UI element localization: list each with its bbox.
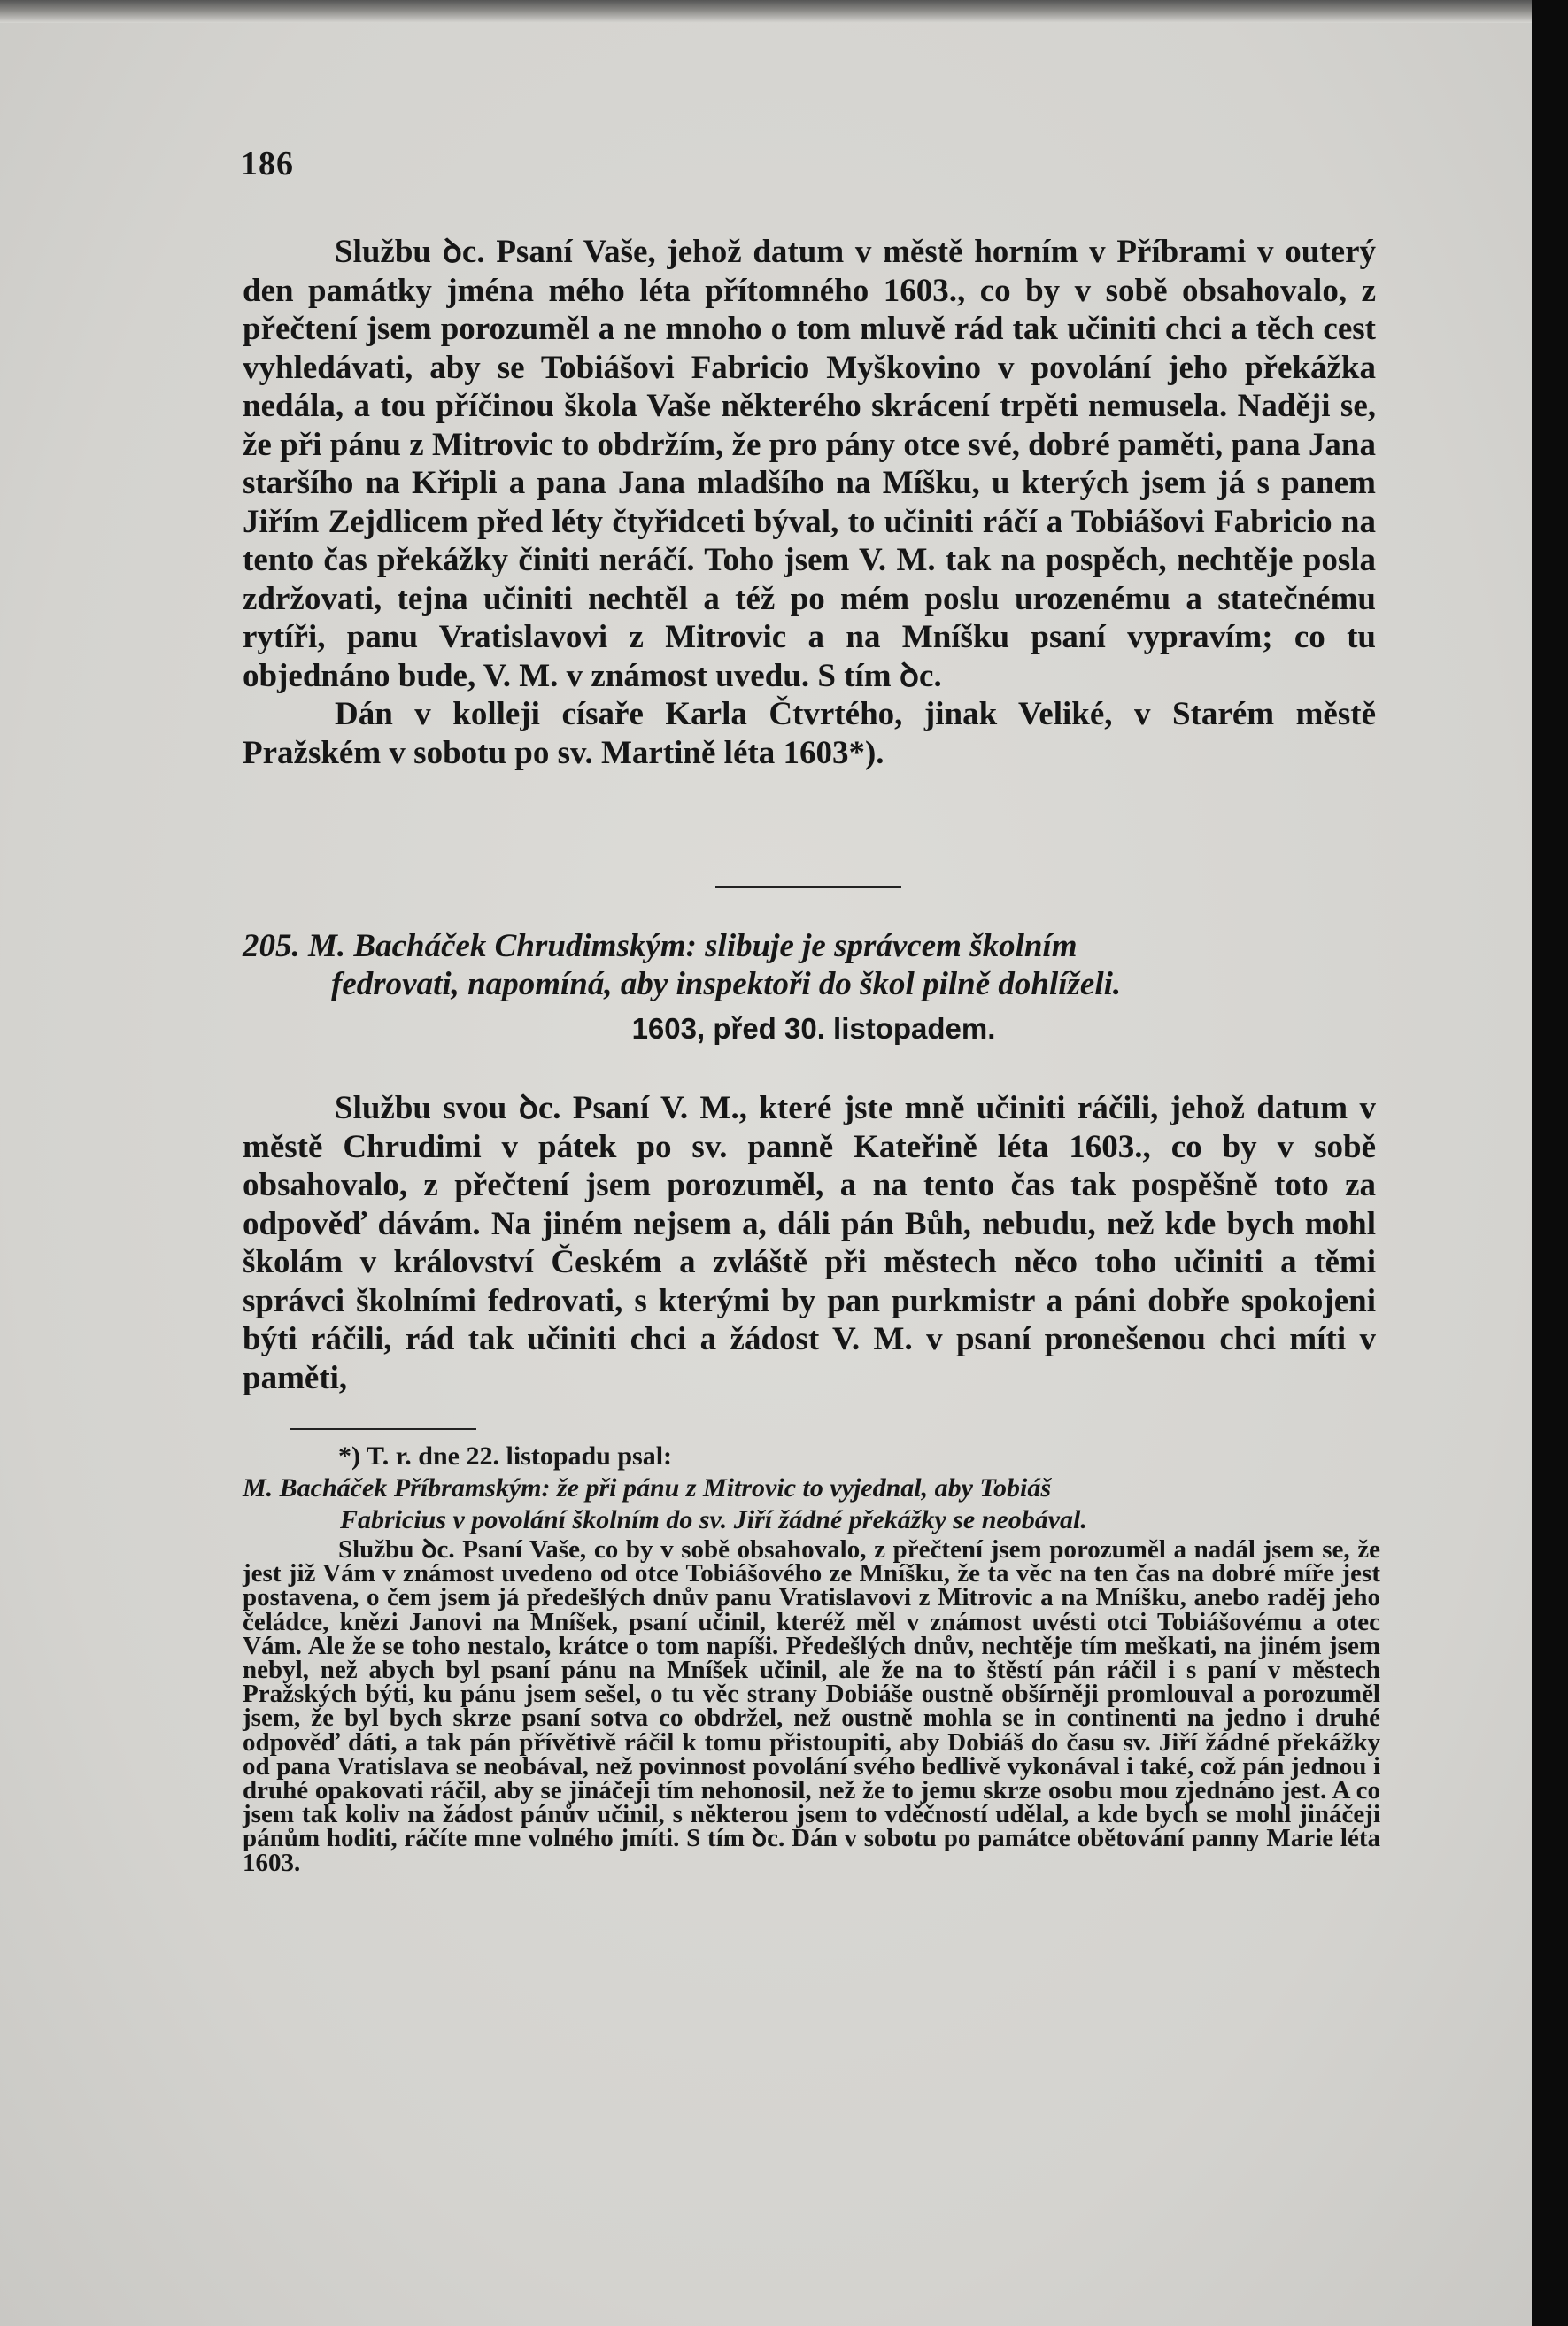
letter-1-text <box>243 233 1376 772</box>
letter-2-paragraph: Službu svou ꝺc. Psaní V. M., které jste mně učiniti ráčili, jehož datum v městě Chrudimi v pátek po sv. panně Kateřině léta 1603., co by v sobě obsahovalo, z přečtení jsem porozuměl, a na tento čas tak pospěšně toto za odpověď dávám. Na jiném nejsem a, dáli pán Bůh, nebudu, než kde bych mohl školám v království Českém a zvláště při městech něco toho učiniti a těmi správci školními fedrovati, s kterými by pan purkmistr a páni dobře spokojeni býti ráčili, rád tak učiniti chci a žádost V. M. v psaní pronešenou chci míti v paměti, <box>243 1090 1376 1396</box>
heading-summary-line1: slibuje je správcem školním <box>705 928 1078 964</box>
letter-1-closing: Dán v kolleji císaře Karla Čtvrtého, jinak Veliké, v Starém městě Pražském v sobotu po sv. Martině léta 1603*). <box>243 696 1376 771</box>
scan-top-edge <box>0 0 1532 23</box>
letter-1-paragraph: Službu ꝺc. Psaní Vaše, jehož datum v městě horním v Příbrami v outerý den památky jména mého léta přítomného 1603., co by v sobě obsahovalo, z přečtení jsem porozuměl a ne mnoho o tom mluvě rád tak učiniti chci a těch cest vyhledávati, aby se Tobiášovi Fabricio Myškovino v povolání jeho překážka nedála, a tou příčinou škola Vaše některého skrácení trpěti nemusela. Naději se, že při pánu z Mitrovic to obdržím, že pro pány otce své, dobré paměti, pana Jana staršího na Křipli a pana Jana mladšího na Míšku, u kterých jsem já s panem Jiřím Zejdlicem před léty čtyřidceti býval, to učiniti ráčí a Tobiášovi Fabricio na tento čas překážky činiti neráčí. Toho jsem V. M. tak na pospěch, nechtěje posla zdržovati, tejna učiniti nechtěl a též po mém poslu urozenému a statečnému rytíři, panu Vratislavovi z Mitrovic a na Mníšku psaní vypravím; co tu objednáno bude, V. M. v známost uvedu. S tím ꝺc. <box>243 234 1376 694</box>
letter-2-text <box>243 1089 1376 1397</box>
footnote-marker: *) T. r. dne 22. listopadu psal: <box>338 1441 673 1471</box>
footnote-heading <box>243 1472 1380 1536</box>
scan-right-edge <box>1532 0 1568 2326</box>
footnote-heading-line2: Fabricius v povolání školním do sv. Jiří žádné překážky se neobával. <box>340 1505 1087 1534</box>
footnote <box>243 1441 1380 1875</box>
section-divider <box>715 886 901 888</box>
letter-2-heading <box>243 927 1385 1003</box>
letter-2-date: 1603, před 30. listopadem. <box>631 1012 996 1045</box>
letter-number: 205. <box>243 928 300 964</box>
heading-author: M. Bacháček Chrudimským: <box>308 928 697 964</box>
page-number: 186 <box>241 145 294 182</box>
footnote-divider <box>290 1428 476 1430</box>
footnote-heading-line1: M. Bacháček Příbramským: že při pánu z Mitrovic to vyjednal, aby Tobiáš <box>243 1473 1052 1503</box>
heading-summary-line2: fedrovati, napomíná, aby inspektoři do škol pilně dohlíželi. <box>331 966 1122 1002</box>
footnote-body: Službu ꝺc. Psaní Vaše, co by v sobě obsahovalo, z přečtení jsem porozuměl a nadál jsem se, že jest již Vám v známost uvedeno od otce Tobiášového ze Mníšku, že ta věc na ten čas na dobré míře jest postavena, o čem jsem já předešlých dnův panu Vratislavovi z Mitrovic a na Mníšku, anebo raděj jeho čeládce, knězi Janovi na Mníšek, psaní učinil, kteréž měl v známost uvésti otci Tobiášovému a otec Vám. Ale že se toho nestalo, krátce o tom napíši. Předešlých dnův, nechtěje tím meškati, na jiném jsem nebyl, než abych byl psaní pánu na Mníšek učinil, ale že na to štěstí pán ráčil i s paní v městech Pražských býti, ku pánu jsem sešel, o tu věc strany Dobiáše oustně obšírněji promlouval a porozuměl jsem, že byl bych skrze psaní sotva co obdržel, než oustně mohla se in continenti na jedno i druhé odpověď dáti, a tak pán přívětivě ráčil k tomu přistoupiti, aby Dobiáš do času sv. Jiří žádné překážky od pana Vratislava se neobával, než povinnost povolání svého bedlivě vykonával i také, což pán jednou i druhé opakovati ráčil, aby se jináčeji tím nehonosil, než že to jemu skrze osobu mou zjednáno jest. A co jsem tak koliv na žádost pánův učinil, s některou jsem to vděčností udělal, a kde bych se mohl jináčeji pánům hoditi, ráčíte mne volného jmíti. S tím ꝺc. Dán v sobotu po památce obětování panny Marie léta 1603. <box>243 1535 1380 1877</box>
